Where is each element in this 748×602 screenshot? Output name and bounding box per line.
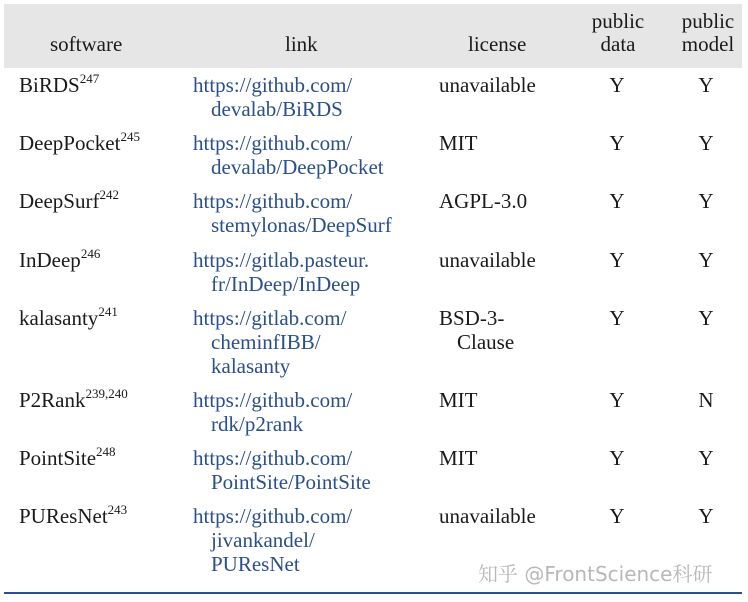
table-row-link[interactable]: https://github.com/ rdk/p2rank	[193, 388, 353, 436]
table-row-link[interactable]: https://github.com/ PointSite/PointSite	[193, 446, 371, 494]
table-row-license: unavailable	[439, 73, 536, 97]
citation-ref: 241	[98, 304, 118, 319]
table-row-link[interactable]: https://github.com/ devalab/BiRDS	[193, 73, 353, 121]
header-software: software	[50, 32, 123, 56]
table-row-link[interactable]: https://gitlab.pasteur. fr/InDeep/InDeep	[193, 248, 370, 296]
table-row-public-model: Y	[698, 306, 714, 330]
table-row-link[interactable]: https://gitlab.com/ cheminfIBB/ kalasanty	[193, 306, 347, 378]
table-row-public-model: Y	[698, 189, 714, 213]
table-row-name: BiRDS$^{247}$	[19, 71, 100, 97]
table-row-public-data: Y	[609, 248, 625, 272]
table-row-public-data: Y	[609, 504, 625, 528]
table-row-license: unavailable	[439, 504, 536, 528]
citation-ref: 242	[99, 187, 119, 202]
citation-ref: 248	[96, 444, 116, 459]
table-row-license: MIT	[439, 388, 478, 412]
header-license: license	[468, 32, 527, 56]
table-row-name: PUResNet$^{243}$	[19, 502, 128, 528]
citation-ref: 246	[80, 246, 101, 261]
table-row-name: PointSite$^{248}$	[19, 444, 116, 470]
table-row-public-model: Y	[698, 504, 714, 528]
header-public-model-line1: public	[681, 9, 735, 33]
table-row-license: AGPL-3.0	[439, 189, 528, 213]
header-public-data-line1: public	[591, 9, 645, 33]
bottom-rule	[4, 592, 742, 594]
table-row-license: unavailable	[439, 248, 536, 272]
table-row-public-data: Y	[609, 189, 625, 213]
citation-ref: 239,240	[85, 386, 128, 401]
citation-ref: 247	[79, 71, 100, 86]
table-row-name: InDeep$^{246}$	[19, 246, 101, 272]
table-row-link[interactable]: https://github.com/ stemylonas/DeepSurf	[193, 189, 392, 237]
table-row-public-model: Y	[698, 131, 714, 155]
table-row-license: MIT	[439, 131, 478, 155]
header-link: link	[285, 32, 318, 56]
table-row-link[interactable]: https://github.com/ jivankandel/ PUResNet	[193, 504, 353, 576]
table-row-license: BSD-3- Clause	[439, 306, 515, 354]
header-public-model	[674, 10, 742, 56]
table-row-public-model: Y	[698, 446, 714, 470]
watermark: 知乎 @FrontScience科研	[478, 562, 713, 586]
header-public-model-line2: model	[681, 32, 735, 56]
table-row-license: MIT	[439, 446, 478, 470]
table-row-public-data: Y	[609, 306, 625, 330]
table-row-link[interactable]: https://github.com/ devalab/DeepPocket	[193, 131, 384, 179]
table-row-public-data: Y	[609, 131, 625, 155]
table-row-public-model: Y	[698, 248, 714, 272]
table-row-name: kalasanty$^{241}$	[19, 304, 118, 330]
header-public-data	[586, 10, 650, 56]
table-row-name: DeepSurf$^{242}$	[19, 187, 119, 213]
header-public-data-line2: data	[600, 32, 636, 56]
citation-ref: 245	[120, 129, 140, 144]
table-row-public-model: Y	[698, 73, 714, 97]
table-row-name: DeepPocket$^{245}$	[19, 129, 140, 155]
table-row-name: P2Rank$^{239,240}$	[19, 386, 128, 412]
citation-ref: 243	[107, 502, 128, 517]
table-row-public-data: Y	[609, 388, 625, 412]
table-row-public-data: Y	[609, 73, 625, 97]
table-row-public-data: Y	[609, 446, 625, 470]
table-row-public-model: N	[698, 388, 714, 412]
